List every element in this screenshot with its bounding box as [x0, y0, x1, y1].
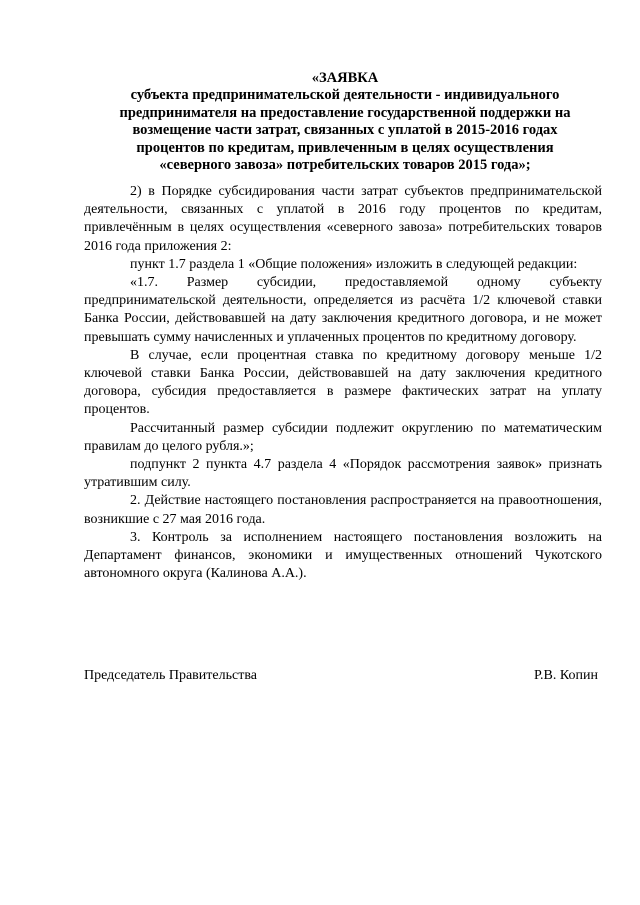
- paragraph-item-1-7-intro: пункт 1.7 раздела 1 «Общие положения» изложить в следующей редакции:: [130, 256, 578, 272]
- paragraph-amendment-2: 2) в Порядке субсидирования части затрат субъектов предпринимательской деятельности, связанных с уплатой в 2016 году процентов по кредитам, привлечённым в целях осуществления «северного завоза» потребительских товаров 2016 года приложения 2:: [84, 184, 602, 254]
- heading-line: возмещение части затрат, связанных с уплатой в 2015-2016 годах: [132, 122, 558, 139]
- heading-line: субъекта предпринимательской деятельности - индивидуального: [130, 87, 560, 104]
- paragraph-control: 3. Контроль за исполнением настоящего постановления возложить на Департамент финансов, экономики и имущественных отношений Чукотского автономного округа (Калинова А.А.).: [84, 529, 602, 582]
- paragraph-rounding: Рассчитанный размер субсидии подлежит округлению по математическим правилам до целого рубля.»;: [84, 420, 602, 454]
- paragraph-subitem-4-7: подпункт 2 пункта 4.7 раздела 4 «Порядок рассмотрения заявок» признать утратившим силу.: [84, 457, 602, 491]
- paragraph-item-1-7-text: «1.7. Размер субсидии, предоставляемой одному субъекту предпринимательской деятельности, определяется из расчёта 1/2 ключевой ставки Банка России, действовавшей на дату заключения кредитного договора, и не может превышать сумму начисленных и уплаченных процентов по кредитному договору.: [84, 275, 602, 345]
- paragraph-rate-case: В случае, если процентная ставка по кредитному договору меньше 1/2 ключевой ставки Банка России, действовавшей на дату заключения кредитного договора, субсидия предоставляется в размере фактических затрат на уплату процентов.: [84, 347, 602, 418]
- signature-block: [84, 667, 598, 685]
- heading-line: «северного завоза» потребительских товаров 2015 года»;: [159, 157, 531, 174]
- signatory-name: Р.В. Копин: [534, 668, 598, 683]
- application-heading: [80, 70, 610, 174]
- paragraph-effective-date: 2. Действие настоящего постановления распространяется на правоотношения, возникшие с 27 мая 2016 года.: [84, 493, 602, 527]
- heading-line: предпринимателя на предоставление государственной поддержки на: [119, 104, 571, 121]
- heading-line: процентов по кредитам, привлеченным в целях осуществления: [136, 139, 554, 156]
- heading-line: «ЗАЯВКА: [311, 70, 379, 86]
- document-body: [84, 183, 602, 583]
- signatory-position: Председатель Правительства: [84, 668, 257, 683]
